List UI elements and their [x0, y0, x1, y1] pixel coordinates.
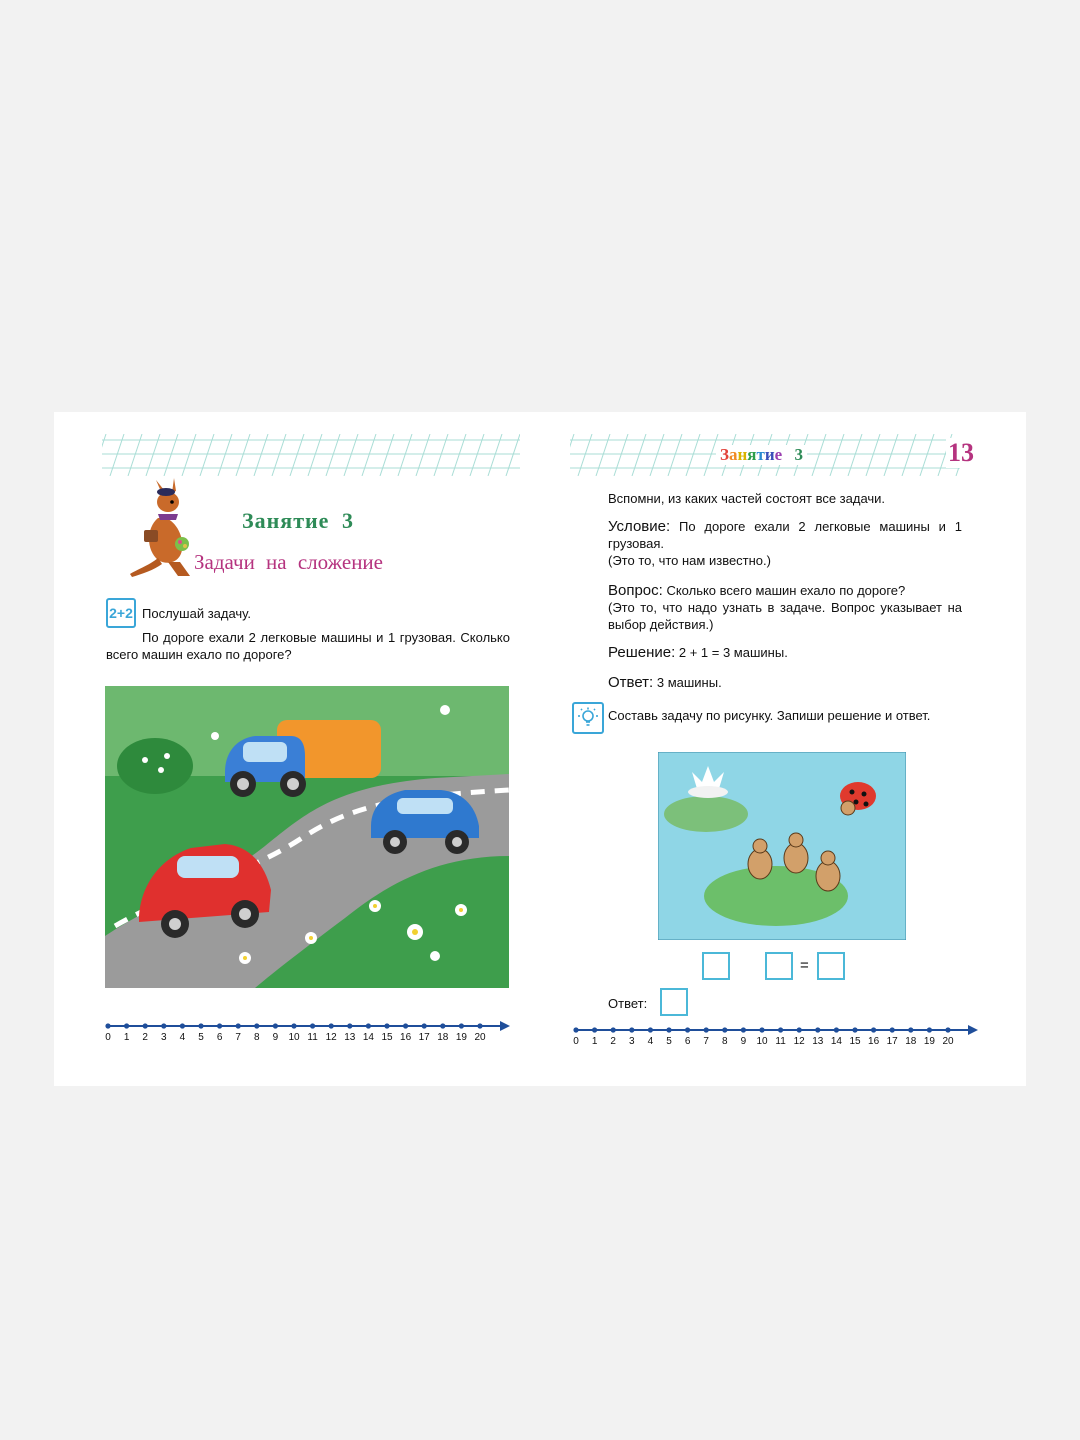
- number-line-label: 19: [455, 1032, 467, 1043]
- number-line-tick: [310, 1023, 315, 1028]
- question-block: [608, 582, 962, 599]
- number-line-label: 20: [942, 1036, 954, 1047]
- number-line-tick: [852, 1027, 857, 1032]
- number-line-tick: [666, 1027, 671, 1032]
- number-line-label: 5: [666, 1036, 672, 1047]
- number-line-left-labels: [104, 1032, 512, 1046]
- number-line-label: 5: [198, 1032, 204, 1043]
- number-line-label: 11: [775, 1036, 786, 1047]
- number-line-tick: [871, 1027, 876, 1032]
- number-line-label: 15: [381, 1032, 393, 1043]
- number-line-label: 0: [573, 1036, 579, 1047]
- expression-box-2[interactable]: [765, 952, 793, 980]
- header-grid: [102, 434, 520, 476]
- number-line-label: 1: [123, 1032, 130, 1043]
- condition-block: [608, 518, 962, 552]
- number-line-tick: [403, 1023, 408, 1028]
- number-line-tick: [908, 1027, 913, 1032]
- number-line-tick: [254, 1023, 259, 1028]
- task-listen-icon: [106, 598, 136, 628]
- number-line-label: 8: [254, 1032, 260, 1043]
- number-line-label: 8: [722, 1036, 728, 1047]
- solution-text: 2 + 1 = 3 машины.: [678, 645, 788, 660]
- number-line-tick: [124, 1023, 129, 1028]
- number-line-label: 6: [216, 1032, 223, 1043]
- condition-label: Условие:: [608, 518, 671, 535]
- page-number: 13: [948, 438, 974, 467]
- number-line-tick: [384, 1023, 389, 1028]
- number-line-tick: [797, 1027, 802, 1032]
- lightbulb-icon: [572, 702, 604, 734]
- number-line-label: 4: [179, 1032, 186, 1043]
- number-line-label: 6: [684, 1036, 691, 1047]
- number-line-tick: [722, 1027, 727, 1032]
- number-line-tick: [778, 1027, 783, 1032]
- number-line-label: 17: [886, 1036, 898, 1047]
- number-line-tick: [592, 1027, 597, 1032]
- number-line-label: 10: [756, 1036, 768, 1047]
- pond-ladybugs-illustration: [658, 752, 906, 940]
- header-lesson-letter: а: [728, 445, 738, 464]
- number-line-tick: [815, 1027, 820, 1032]
- number-line-label: 1: [591, 1036, 598, 1047]
- number-line-tick: [459, 1023, 464, 1028]
- road-cars-illustration: [105, 686, 509, 988]
- task-instruction: Послушай задачу.: [142, 606, 251, 621]
- number-line-label: 3: [161, 1032, 167, 1043]
- equals-sign: =: [800, 957, 809, 974]
- expression-box-result[interactable]: [817, 952, 845, 980]
- number-line-tick: [477, 1023, 482, 1028]
- number-line-label: 12: [325, 1032, 337, 1043]
- number-line-label: 7: [703, 1036, 709, 1047]
- number-line-label: 7: [235, 1032, 241, 1043]
- number-line-tick: [236, 1023, 241, 1028]
- number-line-tick: [347, 1023, 352, 1028]
- task-text: По дороге ехали 2 легковые машины и 1 грузовая. Сколько всего машин ехало по дороге?: [106, 630, 510, 662]
- number-line-tick: [629, 1027, 634, 1032]
- solution-label: Решение:: [608, 644, 676, 661]
- number-line-label: 3: [629, 1036, 635, 1047]
- number-line-label: 13: [344, 1032, 356, 1043]
- header-lesson-letter: и: [764, 445, 775, 464]
- answer-box[interactable]: [660, 988, 688, 1016]
- question-text: Сколько всего машин ехало по дороге?: [666, 583, 906, 598]
- number-line-label: 14: [830, 1036, 842, 1047]
- number-line-tick: [291, 1023, 296, 1028]
- number-line-label: 15: [849, 1036, 861, 1047]
- number-line-tick: [329, 1023, 334, 1028]
- number-line-label: 13: [812, 1036, 824, 1047]
- header-lesson-letter: н: [737, 445, 748, 464]
- answer-text: 3 машины.: [656, 675, 722, 690]
- number-line-tick: [217, 1023, 222, 1028]
- number-line-tick: [161, 1023, 166, 1028]
- number-line-tick: [180, 1023, 185, 1028]
- number-line-tick: [759, 1027, 764, 1032]
- number-line-label: 9: [272, 1032, 279, 1043]
- number-line-tick: [890, 1027, 895, 1032]
- number-line-tick: [834, 1027, 839, 1032]
- lesson-subtitle: Задачи на сложение: [194, 550, 383, 574]
- number-line-tick: [927, 1027, 932, 1032]
- number-line-tick: [366, 1023, 371, 1028]
- question-note: (Это то, что надо узнать в задаче. Вопрос указывает на выбор действия.): [608, 600, 962, 632]
- intro-text: Вспомни, из каких частей состоят все задачи.: [608, 491, 886, 506]
- number-line-right-labels: [572, 1036, 980, 1050]
- answer-label: Ответ:: [608, 674, 654, 691]
- number-line-label: 16: [400, 1032, 412, 1043]
- question-label: Вопрос:: [608, 582, 663, 599]
- number-line-tick: [198, 1023, 203, 1028]
- number-line-tick: [704, 1027, 709, 1032]
- number-line-label: 17: [418, 1032, 430, 1043]
- number-line-label: 2: [142, 1032, 148, 1043]
- book-spread: [54, 412, 1026, 1086]
- header-lesson-letter: З: [720, 445, 729, 464]
- number-line-label: 10: [288, 1032, 300, 1043]
- number-line-label: 0: [105, 1032, 111, 1043]
- number-line-label: 16: [868, 1036, 880, 1047]
- expression-box-1[interactable]: [702, 952, 730, 980]
- header-lesson-letter: т: [756, 445, 765, 464]
- left-page: [54, 412, 540, 1086]
- header-lesson-word: [720, 445, 782, 464]
- task-instruction-right: Составь задачу по рисунку. Запиши решение и ответ.: [608, 708, 931, 723]
- condition-text: По дороге ехали 2 легковые машины и 1 грузовая.: [608, 519, 962, 551]
- number-line-tick: [143, 1023, 148, 1028]
- number-line-label: 9: [740, 1036, 747, 1047]
- number-line-tick: [573, 1027, 578, 1032]
- number-line-tick: [422, 1023, 427, 1028]
- number-line-label: 20: [474, 1032, 486, 1043]
- number-line-tick: [648, 1027, 653, 1032]
- answer-block: [608, 674, 722, 691]
- number-line-label: 18: [437, 1032, 449, 1043]
- number-line-label: 14: [362, 1032, 374, 1043]
- number-line-label: 4: [647, 1036, 654, 1047]
- number-line-tick: [273, 1023, 278, 1028]
- header-lesson-letter: я: [747, 445, 757, 464]
- task-icon-text: 2+2: [109, 605, 133, 621]
- number-line-label: 12: [793, 1036, 805, 1047]
- number-line-tick: [611, 1027, 616, 1032]
- number-line-tick: [945, 1027, 950, 1032]
- condition-note: (Это то, что нам известно.): [608, 553, 771, 568]
- header-lesson-letter: е: [774, 445, 783, 464]
- answer-box-label: Ответ:: [608, 996, 648, 1011]
- number-line-label: 18: [905, 1036, 917, 1047]
- number-line-label: 2: [610, 1036, 616, 1047]
- header-lesson: [716, 445, 807, 465]
- number-line-label: 19: [923, 1036, 935, 1047]
- kangaroo-illustration: [128, 478, 198, 578]
- lesson-title: Занятие 3: [242, 508, 354, 533]
- header-lesson-number: 3: [794, 445, 803, 464]
- right-page: [540, 412, 1026, 1086]
- number-line-tick: [105, 1023, 110, 1028]
- number-line-tick: [440, 1023, 445, 1028]
- number-line-tick: [685, 1027, 690, 1032]
- number-line-label: 11: [307, 1032, 318, 1043]
- solution-block: [608, 644, 788, 661]
- number-line-tick: [741, 1027, 746, 1032]
